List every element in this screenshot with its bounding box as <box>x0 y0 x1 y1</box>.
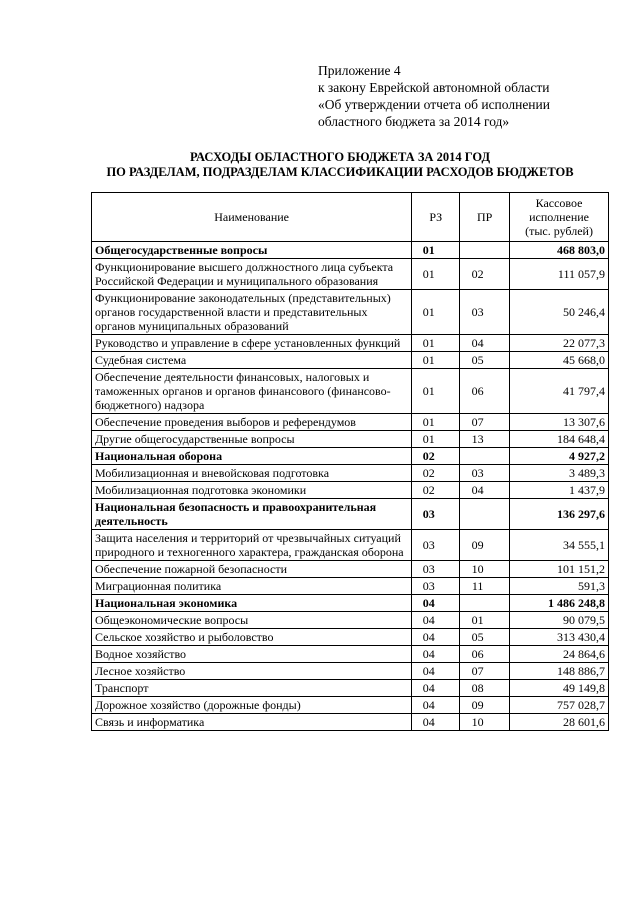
table-body <box>92 242 609 731</box>
row-name: Дорожное хозяйство (дорожные фонды) <box>92 697 412 714</box>
row-name: Транспорт <box>92 680 412 697</box>
row-rz: 01 <box>412 369 460 414</box>
row-pr: 10 <box>460 561 510 578</box>
row-name: Общеэкономические вопросы <box>92 612 412 629</box>
row-amount: 41 797,4 <box>510 369 609 414</box>
row-pr: 09 <box>460 530 510 561</box>
table-row <box>92 431 609 448</box>
row-pr: 05 <box>460 352 510 369</box>
row-rz: 02 <box>412 482 460 499</box>
row-amount: 111 057,9 <box>510 259 609 290</box>
table-row <box>92 663 609 680</box>
table-row <box>92 499 609 530</box>
row-pr: 04 <box>460 335 510 352</box>
row-name: Национальная оборона <box>92 448 412 465</box>
table-row <box>92 352 609 369</box>
row-rz: 04 <box>412 646 460 663</box>
row-rz: 01 <box>412 290 460 335</box>
row-rz: 04 <box>412 714 460 731</box>
row-rz: 04 <box>412 612 460 629</box>
row-name: Обеспечение проведения выборов и референдумов <box>92 414 412 431</box>
row-rz: 04 <box>412 629 460 646</box>
row-name: Миграционная политика <box>92 578 412 595</box>
header-amount-line: исполнение <box>529 210 589 224</box>
table-row <box>92 561 609 578</box>
row-pr: 10 <box>460 714 510 731</box>
row-amount: 24 864,6 <box>510 646 609 663</box>
table-row <box>92 290 609 335</box>
row-name: Функционирование законодательных (представительных) органов государственной власти и представительных органов муниципальных образований <box>92 290 412 335</box>
row-rz: 01 <box>412 431 460 448</box>
table-row <box>92 680 609 697</box>
row-name: Функционирование высшего должностного лица субъекта Российской Федерации и муниципального образования <box>92 259 412 290</box>
row-rz: 01 <box>412 335 460 352</box>
row-pr: 06 <box>460 369 510 414</box>
row-name: Судебная система <box>92 352 412 369</box>
table-row <box>92 242 609 259</box>
row-pr: 08 <box>460 680 510 697</box>
row-pr <box>460 242 510 259</box>
row-amount: 468 803,0 <box>510 242 609 259</box>
table-row <box>92 697 609 714</box>
appendix-line: «Об утверждении отчета об исполнении <box>318 97 550 112</box>
row-rz: 03 <box>412 499 460 530</box>
table-header-row <box>92 193 609 242</box>
appendix-header <box>318 62 618 130</box>
row-pr <box>460 595 510 612</box>
header-amount-line: (тыс. рублей) <box>525 224 593 238</box>
title-line: ПО РАЗДЕЛАМ, ПОДРАЗДЕЛАМ КЛАССИФИКАЦИИ РАСХОДОВ БЮДЖЕТОВ <box>106 165 574 179</box>
table-row <box>92 629 609 646</box>
appendix-line: областного бюджета за 2014 год» <box>318 114 510 129</box>
row-pr: 09 <box>460 697 510 714</box>
row-amount: 136 297,6 <box>510 499 609 530</box>
row-amount: 591,3 <box>510 578 609 595</box>
row-amount: 50 246,4 <box>510 290 609 335</box>
row-amount: 1 437,9 <box>510 482 609 499</box>
row-name: Обеспечение деятельности финансовых, налоговых и таможенных органов и органов финансового (финансово-бюджетного) надзора <box>92 369 412 414</box>
table-row <box>92 369 609 414</box>
row-name: Общегосударственные вопросы <box>92 242 412 259</box>
table-row <box>92 578 609 595</box>
row-amount: 34 555,1 <box>510 530 609 561</box>
row-amount: 45 668,0 <box>510 352 609 369</box>
table-row <box>92 448 609 465</box>
row-name: Национальная безопасность и правоохранительная деятельность <box>92 499 412 530</box>
row-pr: 05 <box>460 629 510 646</box>
row-pr: 11 <box>460 578 510 595</box>
table-row <box>92 646 609 663</box>
row-name: Другие общегосударственные вопросы <box>92 431 412 448</box>
row-pr: 03 <box>460 290 510 335</box>
appendix-line: к закону Еврейской автономной области <box>318 80 550 95</box>
row-rz: 03 <box>412 578 460 595</box>
row-name: Мобилизационная подготовка экономики <box>92 482 412 499</box>
table-row <box>92 335 609 352</box>
row-rz: 04 <box>412 595 460 612</box>
table-row <box>92 414 609 431</box>
table-row <box>92 530 609 561</box>
row-amount: 49 149,8 <box>510 680 609 697</box>
row-name: Сельское хозяйство и рыболовство <box>92 629 412 646</box>
row-pr: 13 <box>460 431 510 448</box>
row-name: Водное хозяйство <box>92 646 412 663</box>
row-amount: 1 486 248,8 <box>510 595 609 612</box>
header-amount <box>510 193 609 242</box>
row-pr <box>460 499 510 530</box>
row-amount: 4 927,2 <box>510 448 609 465</box>
row-name: Лесное хозяйство <box>92 663 412 680</box>
row-pr: 04 <box>460 482 510 499</box>
row-rz: 01 <box>412 352 460 369</box>
row-rz: 02 <box>412 465 460 482</box>
row-amount: 313 430,4 <box>510 629 609 646</box>
table-row <box>92 465 609 482</box>
table-row <box>92 595 609 612</box>
header-pr: ПР <box>460 193 510 242</box>
row-rz: 01 <box>412 259 460 290</box>
row-rz: 04 <box>412 663 460 680</box>
appendix-line: Приложение 4 <box>318 63 401 78</box>
row-rz: 01 <box>412 414 460 431</box>
row-amount: 28 601,6 <box>510 714 609 731</box>
row-rz: 03 <box>412 561 460 578</box>
header-rz: РЗ <box>412 193 460 242</box>
header-amount-line: Кассовое <box>535 196 583 210</box>
title-line: РАСХОДЫ ОБЛАСТНОГО БЮДЖЕТА ЗА 2014 ГОД <box>189 150 491 164</box>
row-amount: 3 489,3 <box>510 465 609 482</box>
row-amount: 13 307,6 <box>510 414 609 431</box>
table-row <box>92 259 609 290</box>
row-pr: 07 <box>460 663 510 680</box>
row-name: Мобилизационная и вневойсковая подготовка <box>92 465 412 482</box>
row-name: Руководство и управление в сфере установленных функций <box>92 335 412 352</box>
row-amount: 101 151,2 <box>510 561 609 578</box>
row-rz: 03 <box>412 530 460 561</box>
row-pr: 03 <box>460 465 510 482</box>
row-name: Связь и информатика <box>92 714 412 731</box>
row-amount: 184 648,4 <box>510 431 609 448</box>
table-row <box>92 714 609 731</box>
table-row <box>92 612 609 629</box>
row-pr: 06 <box>460 646 510 663</box>
header-name: Наименование <box>92 193 412 242</box>
row-name: Защита населения и территорий от чрезвычайных ситуаций природного и техногенного характера, гражданская оборона <box>92 530 412 561</box>
row-amount: 148 886,7 <box>510 663 609 680</box>
row-rz: 02 <box>412 448 460 465</box>
row-pr <box>460 448 510 465</box>
row-rz: 04 <box>412 697 460 714</box>
row-rz: 04 <box>412 680 460 697</box>
expenses-table <box>91 192 609 731</box>
document-title <box>70 150 610 180</box>
table-row <box>92 482 609 499</box>
row-pr: 02 <box>460 259 510 290</box>
row-rz: 01 <box>412 242 460 259</box>
row-pr: 07 <box>460 414 510 431</box>
row-amount: 90 079,5 <box>510 612 609 629</box>
row-amount: 757 028,7 <box>510 697 609 714</box>
row-pr: 01 <box>460 612 510 629</box>
row-name: Национальная экономика <box>92 595 412 612</box>
row-name: Обеспечение пожарной безопасности <box>92 561 412 578</box>
row-amount: 22 077,3 <box>510 335 609 352</box>
